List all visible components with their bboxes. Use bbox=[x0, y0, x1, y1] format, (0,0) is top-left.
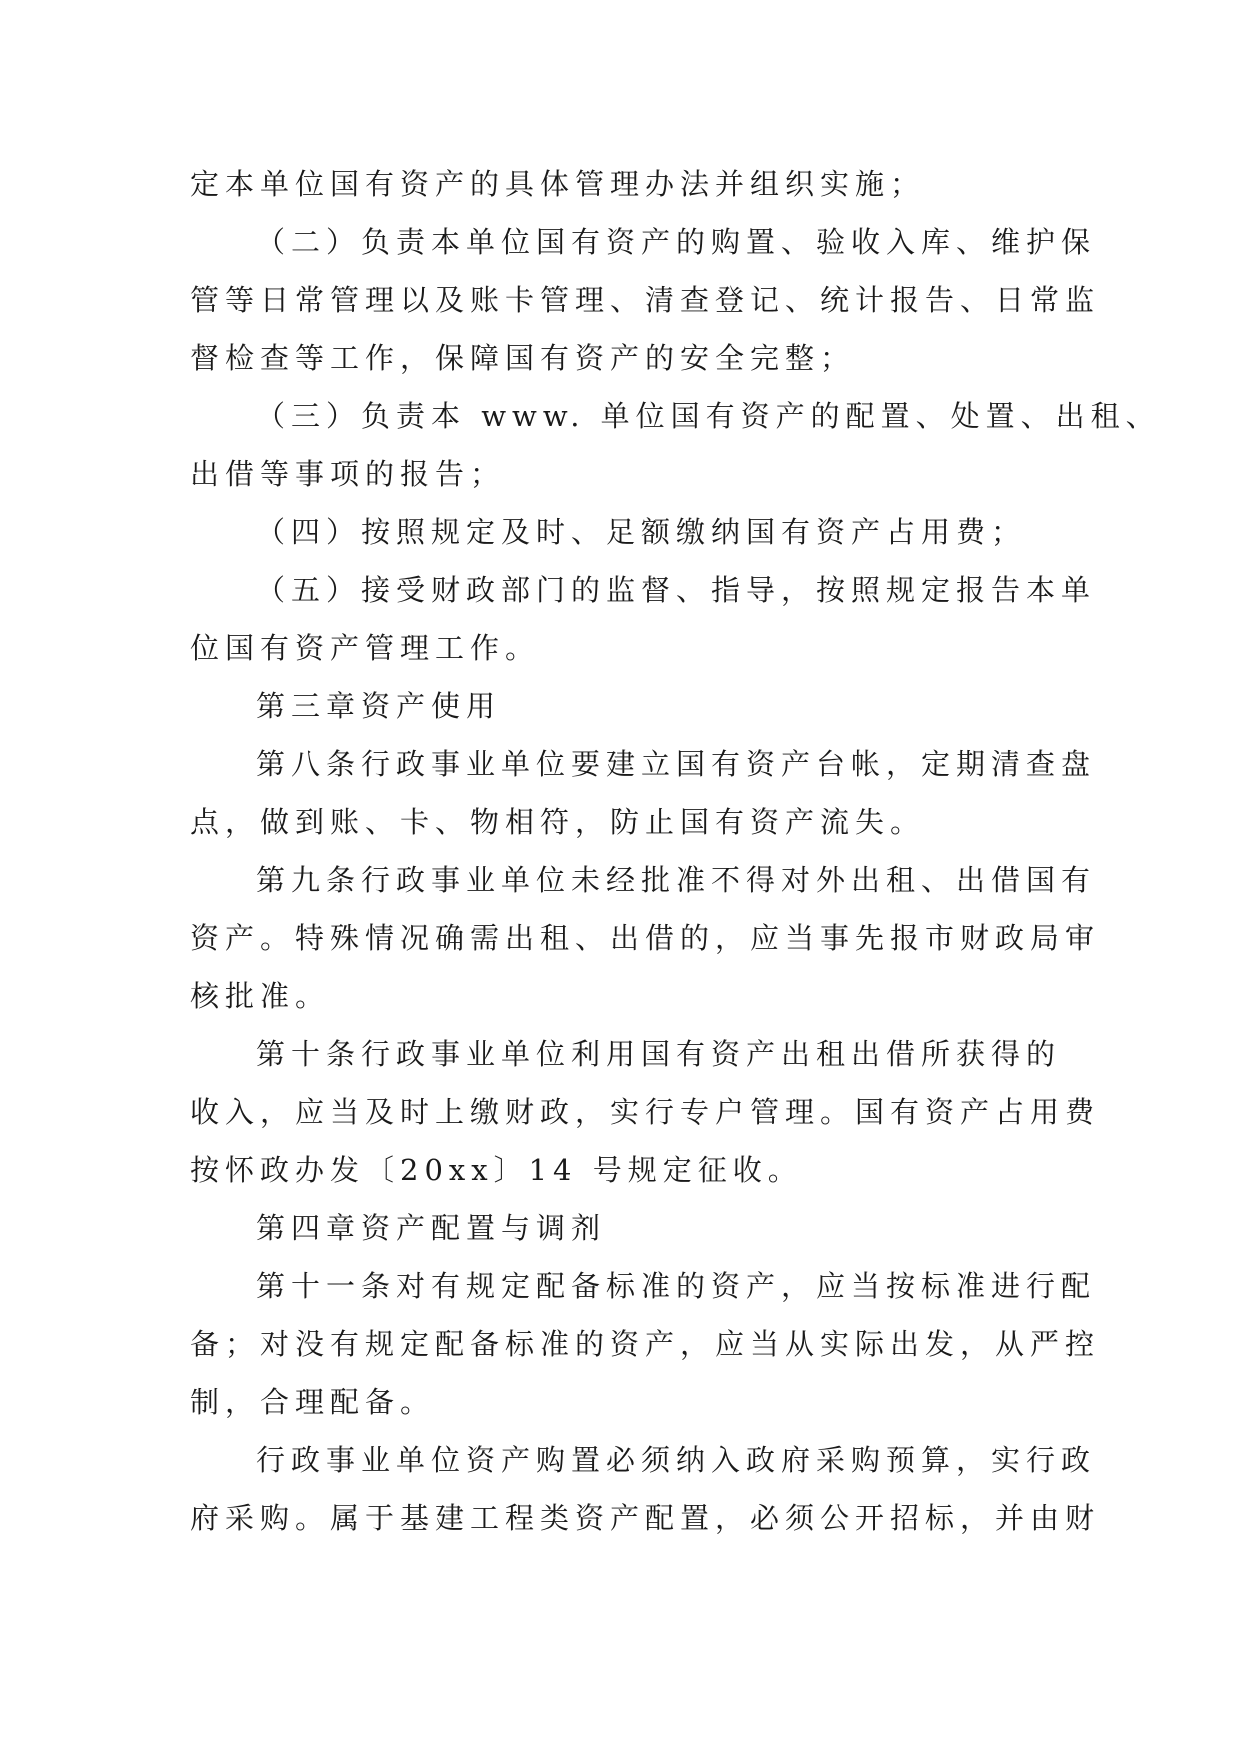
text-line: 管等日常管理以及账卡管理、清查登记、统计报告、日常监 bbox=[190, 283, 1101, 317]
text-line: 定本单位国有资产的具体管理办法并组织实施； bbox=[190, 167, 926, 201]
text-line: 第九条行政事业单位未经批准不得对外出租、出借国有 bbox=[256, 863, 1097, 897]
text-line: 备；对没有规定配备标准的资产，应当从实际出发，从严控 bbox=[190, 1327, 1101, 1361]
text-line: （五）接受财政部门的监督、指导，按照规定报告本单 bbox=[256, 573, 1097, 607]
text-line: 收入，应当及时上缴财政，实行专户管理。国有资产占用费 bbox=[190, 1095, 1101, 1129]
text-line: 制，合理配备。 bbox=[190, 1385, 436, 1419]
text-line: （三）负责本 www. 单位国有资产的配置、处置、出租、 bbox=[256, 399, 1161, 433]
text-line: 府采购。属于基建工程类资产配置，必须公开招标，并由财 bbox=[190, 1501, 1101, 1535]
text-line: 资产。特殊情况确需出租、出借的，应当事先报市财政局审 bbox=[190, 921, 1101, 955]
text-line: 核批准。 bbox=[190, 979, 331, 1013]
text-line: 按怀政办发〔20xx〕14 号规定征收。 bbox=[190, 1153, 803, 1187]
text-line: 行政事业单位资产购置必须纳入政府采购预算，实行政 bbox=[256, 1443, 1097, 1477]
text-line: 点，做到账、卡、物相符，防止国有资产流失。 bbox=[190, 805, 926, 839]
text-line: 第四章资产配置与调剂 bbox=[256, 1211, 607, 1245]
text-line: 出借等事项的报告； bbox=[190, 457, 506, 491]
text-line: （四）按照规定及时、足额缴纳国有资产占用费； bbox=[256, 515, 1027, 549]
text-line: 第十条行政事业单位利用国有资产出租出借所获得的 bbox=[256, 1037, 1062, 1071]
text-line: 第八条行政事业单位要建立国有资产台帐，定期清查盘 bbox=[256, 747, 1097, 781]
document-body bbox=[190, 155, 1161, 1547]
text-line: （二）负责本单位国有资产的购置、验收入库、维护保 bbox=[256, 225, 1097, 259]
text-line: 位国有资产管理工作。 bbox=[190, 631, 541, 665]
text-line: 第十一条对有规定配备标准的资产，应当按标准进行配 bbox=[256, 1269, 1097, 1303]
text-line: 第三章资产使用 bbox=[256, 689, 502, 723]
text-line: 督检查等工作，保障国有资产的安全完整； bbox=[190, 341, 856, 375]
